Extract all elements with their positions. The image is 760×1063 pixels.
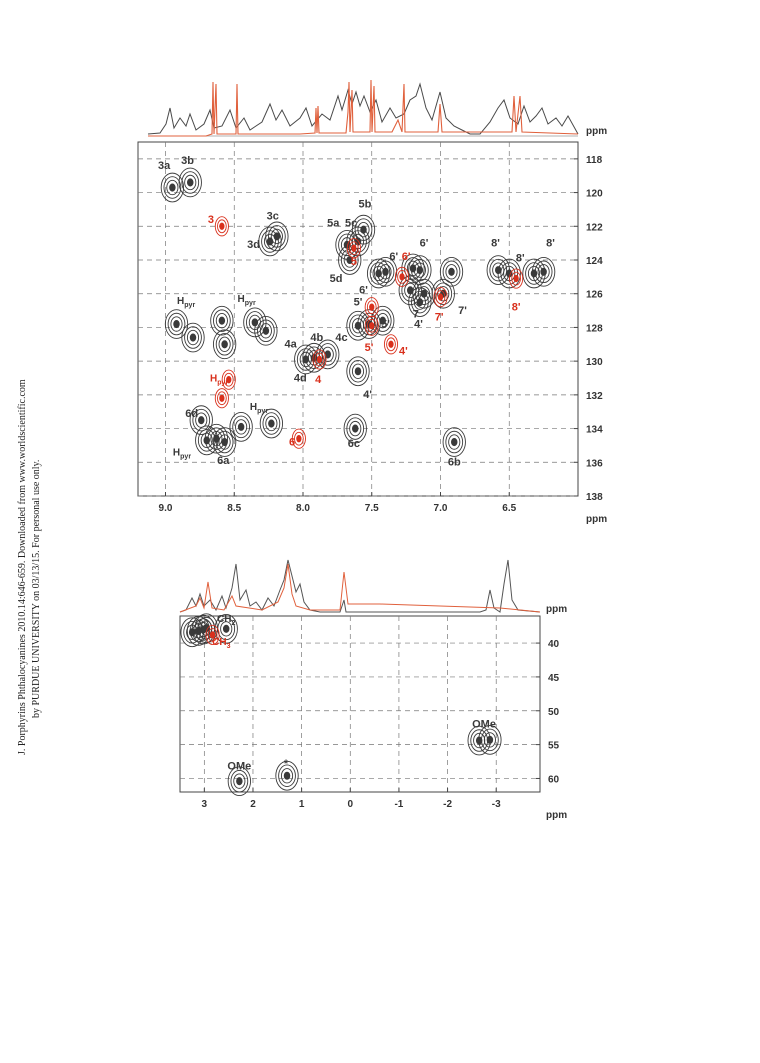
contour-ring xyxy=(389,341,393,347)
contour-ring xyxy=(355,322,361,329)
black-cross-peak xyxy=(259,227,281,256)
black-cross-peak xyxy=(230,412,252,441)
red-cross-peak xyxy=(365,316,378,335)
x-tick-label: 7.0 xyxy=(433,503,448,514)
contour-ring xyxy=(370,304,374,310)
peak-label: OMe xyxy=(472,718,496,731)
contour-ring xyxy=(303,356,309,363)
contour-ring xyxy=(220,395,224,401)
peak-label: 5a xyxy=(327,217,340,230)
red-cross-peak xyxy=(510,269,523,288)
top-x-axis-label: ppm xyxy=(586,514,608,525)
y-tick-label: 130 xyxy=(586,357,603,369)
hsqc-aliphatic-chart xyxy=(0,540,760,830)
peak-label: 6a xyxy=(217,454,230,467)
top-1d-red-trace xyxy=(148,80,578,136)
x-tick-label: -3 xyxy=(491,799,501,810)
y-tick-label: 120 xyxy=(586,188,603,200)
peak-label: 4b xyxy=(310,331,324,344)
contour-ring xyxy=(263,327,269,334)
y-tick-label: 136 xyxy=(586,458,603,470)
x-tick-label: -2 xyxy=(443,799,453,810)
peak-label: 5d xyxy=(329,272,343,285)
y-tick-label: 126 xyxy=(586,289,603,301)
contour-ring xyxy=(297,435,301,441)
x-tick-label: 1 xyxy=(298,799,305,810)
subscript-peak-label: $H_{pyr}$ xyxy=(210,373,229,387)
y-tick-label: 60 xyxy=(548,774,560,786)
black-cross-peak xyxy=(440,257,462,286)
red-cross-peak xyxy=(347,239,360,258)
peak-label: 6' xyxy=(389,251,399,263)
x-tick-label: 6.5 xyxy=(502,503,517,514)
contour-ring xyxy=(361,226,367,233)
peak-label: 6' xyxy=(401,251,411,263)
contour-ring xyxy=(417,299,423,306)
peak-label: 8' xyxy=(491,237,500,250)
peak-label: 7' xyxy=(434,311,444,324)
contour-ring xyxy=(222,438,228,445)
subscript-peak-label: $CH_3$ xyxy=(212,637,231,651)
x-tick-label: 0 xyxy=(347,799,354,810)
black-cross-peak xyxy=(161,173,183,202)
contour-ring xyxy=(383,268,389,275)
peak-label: 4c xyxy=(335,331,348,344)
bottom-1d-axis-unit: ppm xyxy=(546,604,568,615)
peak-label: 3c xyxy=(266,210,279,223)
black-cross-peak xyxy=(443,428,465,457)
black-cross-peak xyxy=(179,168,201,197)
contour-ring xyxy=(421,290,427,297)
red-cross-peak xyxy=(215,217,228,236)
subscript-peak-label: $H_{pyr}$ xyxy=(177,295,196,309)
y-tick-label: 134 xyxy=(586,424,603,436)
x-tick-label: -1 xyxy=(394,799,404,810)
contour-ring xyxy=(449,268,455,275)
top-black-series xyxy=(161,168,555,456)
contour-ring xyxy=(400,274,404,280)
contour-ring xyxy=(355,368,361,375)
peak-label: 6 xyxy=(288,436,296,449)
peak-label: 5 xyxy=(350,256,357,269)
peak-label: 6d xyxy=(185,407,199,420)
subscript-peak-label: $CH_2$ xyxy=(217,614,236,628)
x-tick-label: 8.0 xyxy=(296,503,310,514)
red-cross-peak xyxy=(365,298,378,317)
contour-ring xyxy=(284,772,290,779)
top-x-ticks xyxy=(159,492,517,514)
contour-ring xyxy=(438,294,442,300)
contour-ring xyxy=(514,275,518,281)
y-tick-label: 40 xyxy=(548,639,560,651)
top-1d-axis-unit: ppm xyxy=(586,126,608,137)
contour-ring xyxy=(541,268,547,275)
y-tick-label: 128 xyxy=(586,323,603,335)
x-tick-label: 7.5 xyxy=(364,503,379,514)
contour-ring xyxy=(220,223,224,229)
contour-ring xyxy=(223,625,229,632)
bottom-1d-red-trace xyxy=(180,564,540,612)
peak-label: 8' xyxy=(511,301,521,314)
subscript-peak-label: $H_{pyr}$ xyxy=(249,402,269,416)
peak-label: 4' xyxy=(363,389,372,402)
peak-label: 4d xyxy=(293,372,307,385)
x-tick-label: 3 xyxy=(201,799,208,810)
citation-line-1: J. Porphyrins Phthalocyanines 2010.14:646-659. Downloaded from www.worldscientific.com xyxy=(17,379,28,755)
peak-label: 7 xyxy=(412,308,419,321)
red-cross-peak xyxy=(395,267,408,286)
peak-label: 3a xyxy=(158,159,171,172)
subscript-peak-label: $H_{pyr}$ xyxy=(237,294,256,308)
peak-label: 5c xyxy=(345,217,358,230)
contour-ring xyxy=(410,265,416,272)
hsqc-aromatic-chart xyxy=(0,0,760,530)
y-tick-label: 138 xyxy=(586,492,603,503)
peak-label: OMe xyxy=(227,760,252,773)
red-cross-peak xyxy=(215,389,228,408)
contour-ring xyxy=(237,778,243,785)
peak-label: 6' xyxy=(359,284,368,297)
bottom-x-ticks xyxy=(202,788,502,810)
x-tick-label: 9.0 xyxy=(158,503,173,514)
contour-ring xyxy=(267,238,273,245)
contour-ring xyxy=(190,334,196,341)
contour-ring xyxy=(238,423,244,430)
bottom-1d-spectrum xyxy=(180,560,567,615)
y-tick-label: 122 xyxy=(586,222,603,234)
peak-label: 5' xyxy=(353,296,363,309)
contour-ring xyxy=(174,320,180,327)
contour-ring xyxy=(222,341,228,348)
contour-ring xyxy=(219,317,225,324)
contour-ring xyxy=(187,179,193,186)
y-tick-label: 45 xyxy=(548,672,560,684)
peak-label: 5' xyxy=(364,342,374,355)
contour-ring xyxy=(317,356,321,362)
contour-ring xyxy=(451,438,457,445)
peak-label: 5b xyxy=(358,198,372,211)
x-tick-label: 2 xyxy=(250,799,256,810)
y-tick-label: 132 xyxy=(586,390,603,402)
peak-label: 7' xyxy=(458,304,467,317)
peak-label: 6b xyxy=(447,456,461,469)
black-cross-peak xyxy=(347,311,369,340)
contour-ring xyxy=(170,184,176,191)
y-tick-label: 55 xyxy=(548,740,560,752)
peak-label: 8' xyxy=(546,237,555,250)
peak-label: 3 xyxy=(207,213,214,226)
red-cross-peak xyxy=(384,335,397,354)
red-cross-peak xyxy=(313,350,326,369)
y-tick-label: 118 xyxy=(586,154,603,166)
black-cross-peak xyxy=(317,340,339,369)
y-tick-label: 50 xyxy=(548,706,560,718)
contour-ring xyxy=(352,425,358,432)
contour-ring xyxy=(352,245,356,251)
contour-ring xyxy=(198,417,204,424)
citation-line-2: by PURDUE UNIVERSITY on 03/13/15. For personal use only. xyxy=(31,459,42,718)
peak-label: 4a xyxy=(284,338,297,351)
contour-ring xyxy=(407,287,413,294)
red-cross-peak xyxy=(434,287,447,306)
y-tick-label: 124 xyxy=(586,256,603,267)
x-tick-label: 8.5 xyxy=(227,503,242,514)
contour-ring xyxy=(269,420,275,427)
bottom-peak-labels xyxy=(212,614,496,773)
peak-label: 4' xyxy=(414,318,423,331)
peak-label: * xyxy=(283,757,289,770)
contour-ring xyxy=(506,270,512,277)
contour-ring xyxy=(476,737,482,744)
top-1d-spectrum xyxy=(148,80,607,137)
peak-label: 3d xyxy=(247,239,260,252)
peak-label: 3b xyxy=(181,154,194,167)
peak-label: 8' xyxy=(515,252,525,265)
bottom-x-axis-label: ppm xyxy=(546,810,568,821)
peak-label: 6' xyxy=(419,237,429,250)
peak-label: 6c xyxy=(347,438,360,451)
subscript-peak-label: $H_{pyr}$ xyxy=(172,447,192,461)
black-cross-peak xyxy=(165,310,187,339)
peak-label: 4' xyxy=(399,345,408,358)
contour-ring xyxy=(370,323,374,329)
peak-label: 4 xyxy=(315,374,322,387)
peak-label: 5' xyxy=(381,318,390,331)
